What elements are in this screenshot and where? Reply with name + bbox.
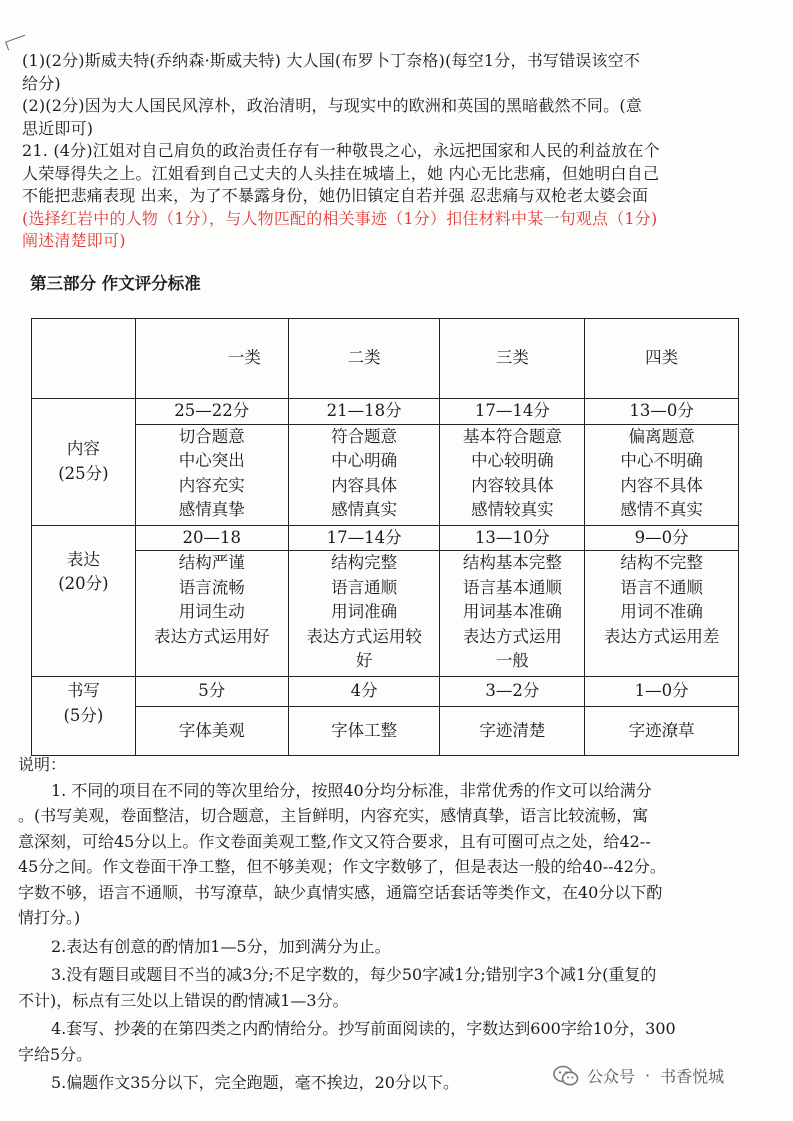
writing-desc-3: 字迹清楚 [440,707,585,756]
expression-range-row [32,525,739,551]
criteria-line: 符合题意 [331,426,398,446]
criteria-line: 中心突出 [178,451,245,470]
section-title: 第三部分 作文评分标准 [30,274,201,293]
answer-q21-line3: 不能把悲痛表现 出来，为了不暴露身份，她仍旧镇定自若并强 忍悲痛与双枪老太婆会面 [22,186,649,205]
criteria-line: 用词准确 [331,602,398,621]
note-1-line-2: 。(书写美观，卷面整洁，切合题意，主旨鲜明，内容充实，感情真挚，语言比较流畅，寓 [18,806,649,825]
answer-q2-line2: 思近即可) [22,118,94,138]
answer-q1-line2: 给分) [22,73,61,93]
content-points: (25分) [58,463,109,483]
criteria-line: 中心明确 [331,451,398,470]
criteria-line: 感情真挚 [178,500,245,519]
criteria-line: 语言通顺 [331,577,398,597]
criteria-line: 用词生动 [178,602,245,621]
criteria-line: 基本符合题意 [462,426,562,446]
notes-block [18,752,778,1096]
criteria-line: 表达方式运用好 [154,626,270,646]
expression-label: 表达 [66,549,100,569]
criteria-line: 用词不准确 [620,602,703,621]
criteria-line: 结构完整 [331,553,398,572]
criteria-line: 内容不具体 [620,475,703,495]
content-criteria-row [32,424,739,525]
criteria-line: 内容较具体 [471,475,554,495]
note-1-line-1: 1. 不同的项目在不同的等次里给分，按照40分均分标准，非常优秀的作文可以给满分 [51,780,652,800]
writing-range-2: 4分 [288,677,440,707]
scoring-table [31,318,739,756]
content-range-3: 17—14分 [440,399,585,425]
note-1-line-6: 情打分。) [18,908,81,927]
criteria-line: 感情真实 [331,500,398,519]
writing-desc-4: 字迹潦草 [585,707,739,756]
criteria-line: 偏离题意 [628,426,695,446]
expression-points: (20分) [58,574,109,593]
note-3-line-2: 不计)，标点有三处以上错误的酌情减1—3分。 [18,990,349,1010]
expression-criteria-4 [585,551,739,677]
expression-criteria-3 [440,551,585,677]
criteria-line: 表达方式运用较 [306,626,422,646]
wechat-icon [553,1065,579,1087]
content-range-row [32,399,739,425]
answer-q21-line1: 21. (4分)江姐对自己肩负的政治责任存有一种敬畏之心，永远把国家和人民的利益放在个 [22,141,660,160]
expression-criteria-1 [135,551,288,677]
watermark [553,1064,724,1087]
note-1-line-5: 字数不够，语言不通顺，书写潦草，缺少真情实感，通篇空话套话等类作文，在40分以下酌 [18,882,663,902]
note-1-line-3: 意深刻，可给45分以上。作文卷面美观工整,作文又符合要求，且有可圈可点之处，给42-- [18,831,651,851]
expression-range-3: 13—10分 [440,525,585,551]
content-range-4: 13—0分 [585,399,739,425]
expression-criteria-row [32,551,739,677]
writing-range-3: 3—2分 [440,677,585,707]
note-4-line-1: 4.套写、抄袭的在第四类之内酌情给分。抄写前面阅读的，字数达到600字给10分，300 [51,1019,676,1038]
content-criteria-2 [288,424,440,525]
writing-points: (5分) [63,705,104,725]
writing-criteria-row [32,707,739,756]
expression-label-cell [32,525,136,677]
criteria-line: 结构不完整 [620,553,703,572]
criteria-line: 内容充实 [178,475,245,495]
content-criteria-4 [585,424,739,525]
writing-label: 书写 [66,681,100,700]
answer-q21-scoring-line1: (选择红岩中的人物（1分），与人物匹配的相关事迹（1分）扣住材料中某一句观点（1分) [22,208,658,228]
criteria-line: 一般 [495,651,529,670]
header-class-1: 一类 [135,319,288,399]
criteria-line: 切合题意 [178,426,245,446]
criteria-line: 表达方式运用差 [603,626,720,646]
writing-label-cell [32,677,136,756]
watermark-separator: · [645,1066,651,1085]
content-range-1: 25—22分 [135,399,288,425]
criteria-line: 语言流畅 [178,577,245,597]
expression-range-1: 20—18 [135,525,288,551]
criteria-line: 中心不明确 [620,451,703,470]
note-3-line-1: 3.没有题目或题目不当的减3分;不足字数的，每少50字减1分;错别字3个减1分(重复的 [51,965,657,984]
page-corner-mark [5,35,28,51]
watermark-name: 书香悦城 [660,1067,725,1086]
writing-range-row [32,677,739,707]
answer-q1-line1: (1)(2分)斯威夫特(乔纳森·斯威夫特) 大人国(布罗卜丁奈格)(每空1分，书写错误该空不 [22,51,641,70]
criteria-line: 语言不通顺 [620,577,703,597]
watermark-label: 公众号 [587,1067,636,1086]
notes-heading: 说明： [18,755,67,774]
content-criteria-1 [135,424,288,525]
note-4-line-2: 字给5分。 [18,1044,93,1064]
criteria-line: 结构基本完整 [462,553,562,572]
criteria-line: 中心较明确 [471,451,554,470]
note-5: 5.偏题作文35分以下，完全跑题，毫不挨边，20分以下。 [51,1073,459,1092]
criteria-line: 用词基本准确 [462,602,562,621]
expression-range-2: 17—14分 [288,525,440,551]
criteria-line: 内容具体 [331,475,398,495]
criteria-line: 感情较真实 [471,500,554,519]
criteria-line: 表达方式运用 [462,626,562,646]
criteria-line: 结构严谨 [178,553,245,572]
criteria-line: 语言基本通顺 [462,577,562,597]
writing-desc-1: 字体美观 [135,707,288,756]
criteria-line: 感情不真实 [620,500,703,519]
table-corner-cell [32,319,136,399]
answer-q2-line1: (2)(2分)因为大人国民风淳朴，政治清明，与现实中的欧洲和英国的黑暗截然不同。(意 [22,96,642,115]
writing-range-4: 1—0分 [585,677,739,707]
answer-q21-line2: 人荣辱得失之上。江姐看到自己丈夫的人头挂在城墙上，她 内心无比悲痛，但她明白自己 [22,163,660,183]
header-class-2: 二类 [288,319,440,399]
answer-q21-scoring-line2: 阐述清楚即可) [22,231,126,250]
answer-block [22,50,774,253]
header-class-4: 四类 [585,319,739,399]
note-1-line-4: 45分之间。作文卷面干净工整，但不够美观；作文字数够了，但是表达一般的给40--42分。 [18,857,666,876]
writing-desc-2: 字体工整 [288,707,440,756]
header-class-3: 三类 [440,319,585,399]
criteria-line: 好 [355,651,373,670]
table-header-row [32,319,739,399]
expression-range-4: 9—0分 [585,525,739,551]
note-2: 2.表达有创意的酌情加1—5分，加到满分为止。 [51,936,391,956]
writing-range-1: 5分 [135,677,288,707]
content-label: 内容 [66,439,100,459]
expression-criteria-2 [288,551,440,677]
content-label-cell [32,399,136,526]
content-criteria-3 [440,424,585,525]
content-range-2: 21—18分 [288,399,440,425]
